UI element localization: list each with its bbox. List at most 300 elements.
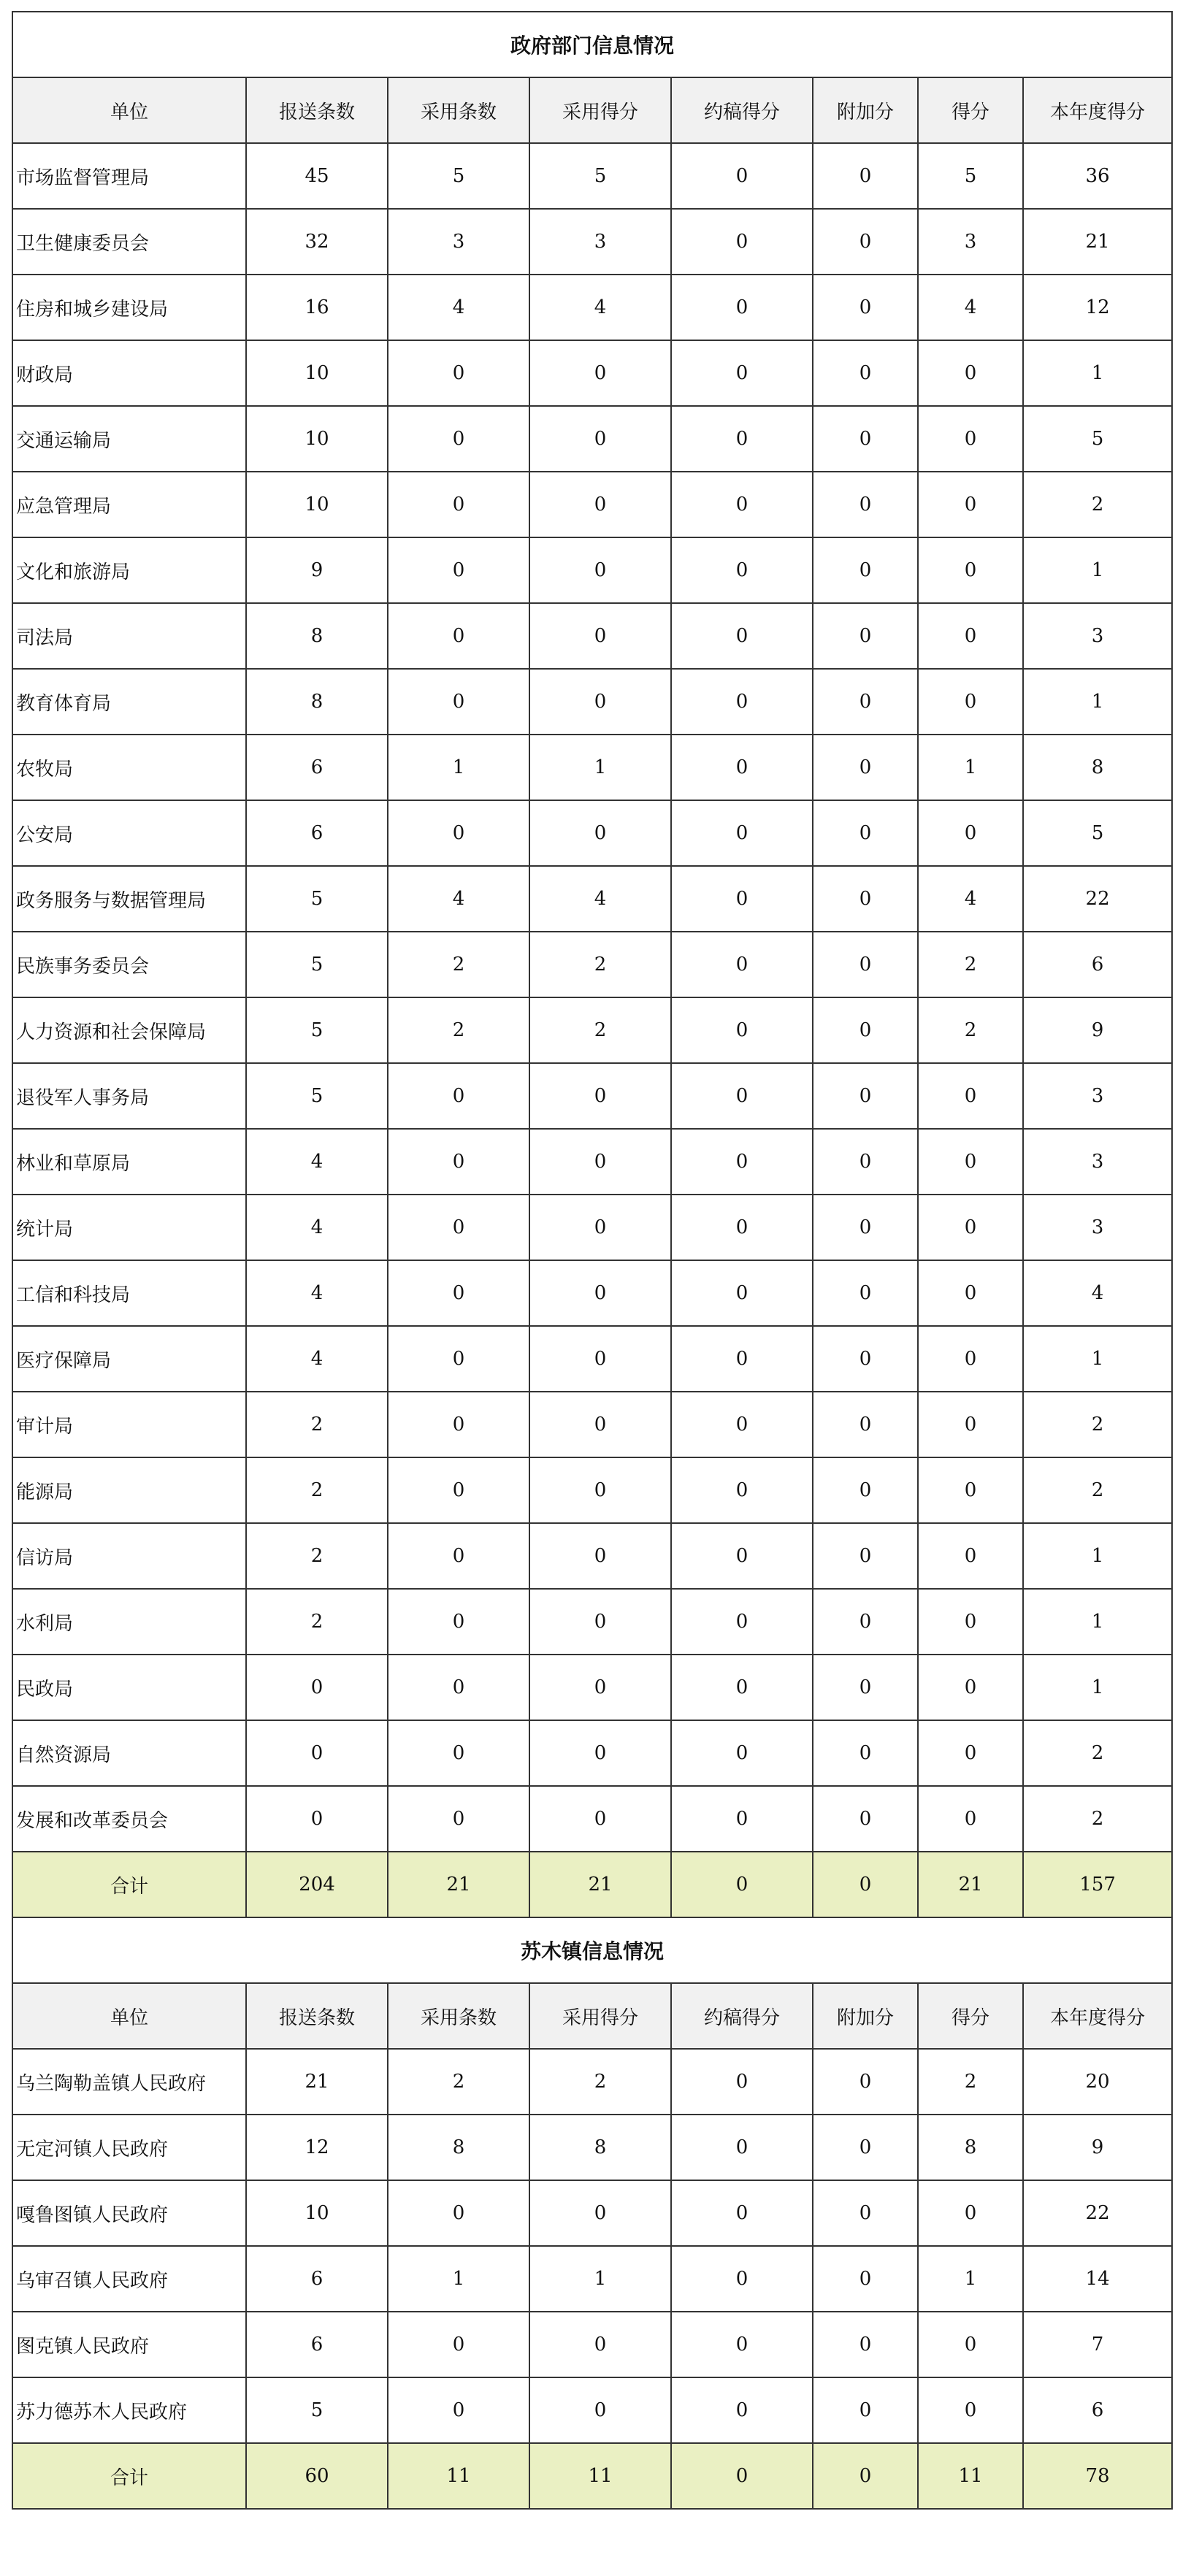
value-cell: 0 [671,932,813,997]
section-title: 苏木镇信息情况 [12,1917,1172,1983]
value-cell: 4 [246,1326,388,1392]
value-cell: 0 [671,1589,813,1655]
value-cell: 5 [1023,800,1172,866]
table-row [12,932,1172,997]
value-cell: 2 [1023,1392,1172,1457]
table-row [12,1260,1172,1326]
value-cell: 0 [918,1523,1023,1589]
value-cell: 0 [813,1655,918,1720]
value-cell: 1 [1023,537,1172,603]
unit-name-cell: 人力资源和社会保障局 [12,997,246,1063]
value-cell: 2 [246,1392,388,1457]
total-value: 21 [918,1852,1023,1917]
unit-name-cell: 医疗保障局 [12,1326,246,1392]
total-value: 204 [246,1852,388,1917]
value-cell: 1 [1023,1589,1172,1655]
value-cell: 0 [813,800,918,866]
value-cell: 0 [813,1260,918,1326]
column-header: 附加分 [813,77,918,143]
value-cell: 0 [529,1720,671,1786]
value-cell: 3 [529,209,671,275]
value-cell: 2 [246,1523,388,1589]
total-value: 21 [388,1852,529,1917]
section-title-row [12,12,1172,77]
value-cell: 1 [1023,1655,1172,1720]
value-cell: 0 [813,340,918,406]
value-cell: 3 [388,209,529,275]
total-value: 21 [529,1852,671,1917]
total-value: 78 [1023,2443,1172,2509]
value-cell: 5 [388,143,529,209]
value-cell: 0 [813,735,918,800]
value-cell: 9 [1023,997,1172,1063]
value-cell: 0 [388,2377,529,2443]
value-cell: 3 [1023,603,1172,669]
value-cell: 3 [918,209,1023,275]
value-cell: 10 [246,472,388,537]
unit-name-cell: 文化和旅游局 [12,537,246,603]
value-cell: 0 [529,1326,671,1392]
table-row [12,1392,1172,1457]
value-cell: 0 [671,209,813,275]
value-cell: 4 [529,866,671,932]
column-header: 报送条数 [246,77,388,143]
value-cell: 1 [529,735,671,800]
value-cell: 0 [813,1063,918,1129]
value-cell: 0 [813,1392,918,1457]
value-cell: 0 [529,472,671,537]
value-cell: 8 [529,2115,671,2180]
value-cell: 22 [1023,866,1172,932]
value-cell: 2 [246,1457,388,1523]
unit-name-cell: 公安局 [12,800,246,866]
value-cell: 0 [813,997,918,1063]
value-cell: 2 [388,932,529,997]
unit-name-cell: 自然资源局 [12,1720,246,1786]
section-title-row [12,1917,1172,1983]
table-row [12,2180,1172,2246]
table-row [12,997,1172,1063]
value-cell: 0 [529,1129,671,1195]
value-cell: 0 [671,143,813,209]
value-cell: 0 [813,2180,918,2246]
column-header-row [12,77,1172,143]
value-cell: 0 [388,2180,529,2246]
value-cell: 0 [671,866,813,932]
value-cell: 0 [246,1655,388,1720]
value-cell: 0 [388,406,529,472]
unit-name-cell: 退役军人事务局 [12,1063,246,1129]
value-cell: 4 [246,1195,388,1260]
table-row [12,603,1172,669]
value-cell: 3 [1023,1129,1172,1195]
value-cell: 0 [813,932,918,997]
value-cell: 2 [1023,1457,1172,1523]
unit-name-cell: 乌兰陶勒盖镇人民政府 [12,2049,246,2115]
value-cell: 4 [246,1129,388,1195]
value-cell: 0 [813,1786,918,1852]
value-cell: 0 [671,1260,813,1326]
value-cell: 5 [1023,406,1172,472]
value-cell: 0 [813,603,918,669]
value-cell: 0 [671,1655,813,1720]
value-cell: 0 [813,1326,918,1392]
unit-name-cell: 农牧局 [12,735,246,800]
unit-name-cell: 林业和草原局 [12,1129,246,1195]
value-cell: 0 [813,472,918,537]
value-cell: 0 [813,275,918,340]
value-cell: 0 [388,1260,529,1326]
value-cell: 0 [529,537,671,603]
table-row [12,406,1172,472]
value-cell: 0 [918,2180,1023,2246]
value-cell: 1 [388,2246,529,2312]
value-cell: 4 [388,866,529,932]
value-cell: 0 [388,340,529,406]
value-cell: 6 [1023,2377,1172,2443]
table-row [12,866,1172,932]
value-cell: 0 [918,1720,1023,1786]
value-cell: 0 [388,1195,529,1260]
table-row [12,2312,1172,2377]
unit-name-cell: 嘎鲁图镇人民政府 [12,2180,246,2246]
value-cell: 0 [918,1655,1023,1720]
value-cell: 36 [1023,143,1172,209]
value-cell: 8 [1023,735,1172,800]
value-cell: 5 [246,866,388,932]
value-cell: 0 [529,800,671,866]
value-cell: 0 [813,406,918,472]
table-row [12,2115,1172,2180]
value-cell: 2 [529,2049,671,2115]
value-cell: 1 [1023,669,1172,735]
total-value: 157 [1023,1852,1172,1917]
total-label: 合计 [12,2443,246,2509]
value-cell: 5 [246,932,388,997]
value-cell: 0 [813,1457,918,1523]
value-cell: 0 [671,735,813,800]
value-cell: 2 [1023,1786,1172,1852]
table-row [12,1786,1172,1852]
value-cell: 0 [671,2246,813,2312]
value-cell: 2 [388,997,529,1063]
value-cell: 10 [246,2180,388,2246]
table-row [12,2049,1172,2115]
value-cell: 0 [918,1589,1023,1655]
unit-name-cell: 能源局 [12,1457,246,1523]
value-cell: 0 [388,537,529,603]
value-cell: 0 [918,472,1023,537]
value-cell: 0 [671,472,813,537]
value-cell: 4 [918,275,1023,340]
value-cell: 4 [529,275,671,340]
value-cell: 0 [388,603,529,669]
value-cell: 0 [529,1063,671,1129]
value-cell: 0 [671,2049,813,2115]
unit-name-cell: 司法局 [12,603,246,669]
unit-name-cell: 审计局 [12,1392,246,1457]
value-cell: 0 [671,2180,813,2246]
value-cell: 2 [1023,472,1172,537]
total-value: 11 [388,2443,529,2509]
column-header: 采用得分 [529,1983,671,2049]
column-header: 约稿得分 [671,77,813,143]
value-cell: 0 [918,1195,1023,1260]
value-cell: 0 [918,340,1023,406]
unit-name-cell: 市场监督管理局 [12,143,246,209]
value-cell: 0 [813,143,918,209]
unit-name-cell: 发展和改革委员会 [12,1786,246,1852]
total-value: 0 [813,2443,918,2509]
table-row [12,1195,1172,1260]
value-cell: 0 [388,1392,529,1457]
value-cell: 0 [918,1392,1023,1457]
value-cell: 20 [1023,2049,1172,2115]
value-cell: 14 [1023,2246,1172,2312]
unit-name-cell: 民族事务委员会 [12,932,246,997]
value-cell: 0 [918,1326,1023,1392]
value-cell: 8 [246,603,388,669]
table-row [12,1129,1172,1195]
value-cell: 0 [388,2312,529,2377]
value-cell: 0 [813,2246,918,2312]
value-cell: 0 [671,1195,813,1260]
value-cell: 5 [246,1063,388,1129]
table-row [12,800,1172,866]
table-row [12,1589,1172,1655]
value-cell: 0 [388,1063,529,1129]
section-title: 政府部门信息情况 [12,12,1172,77]
table-row [12,1326,1172,1392]
column-header: 单位 [12,77,246,143]
value-cell: 0 [529,2377,671,2443]
value-cell: 8 [918,2115,1023,2180]
unit-name-cell: 住房和城乡建设局 [12,275,246,340]
value-cell: 0 [529,1589,671,1655]
value-cell: 0 [671,603,813,669]
value-cell: 12 [1023,275,1172,340]
value-cell: 0 [529,340,671,406]
value-cell: 2 [246,1589,388,1655]
table-row [12,1720,1172,1786]
value-cell: 0 [671,1129,813,1195]
total-value: 60 [246,2443,388,2509]
value-cell: 6 [246,2312,388,2377]
table-row [12,2246,1172,2312]
unit-name-cell: 统计局 [12,1195,246,1260]
value-cell: 0 [813,1589,918,1655]
column-header: 本年度得分 [1023,77,1172,143]
table-row [12,735,1172,800]
value-cell: 0 [813,1720,918,1786]
unit-name-cell: 乌审召镇人民政府 [12,2246,246,2312]
value-cell: 1 [529,2246,671,2312]
column-header: 采用条数 [388,77,529,143]
value-cell: 0 [813,1129,918,1195]
value-cell: 0 [671,537,813,603]
value-cell: 10 [246,340,388,406]
value-cell: 0 [388,669,529,735]
value-cell: 0 [671,275,813,340]
column-header: 采用条数 [388,1983,529,2049]
value-cell: 0 [388,1129,529,1195]
column-header: 单位 [12,1983,246,2049]
value-cell: 0 [671,2377,813,2443]
total-value: 11 [529,2443,671,2509]
column-header: 本年度得分 [1023,1983,1172,2049]
value-cell: 5 [246,2377,388,2443]
unit-name-cell: 工信和科技局 [12,1260,246,1326]
value-cell: 0 [529,2180,671,2246]
value-cell: 0 [671,997,813,1063]
value-cell: 32 [246,209,388,275]
value-cell: 0 [813,2377,918,2443]
column-header: 报送条数 [246,1983,388,2049]
value-cell: 0 [671,669,813,735]
score-sheet [12,11,1171,2510]
value-cell: 6 [246,2246,388,2312]
value-cell: 0 [671,2312,813,2377]
value-cell: 0 [529,1457,671,1523]
table-row [12,669,1172,735]
value-cell: 0 [529,1195,671,1260]
value-cell: 0 [918,1063,1023,1129]
value-cell: 6 [1023,932,1172,997]
total-value: 0 [813,1852,918,1917]
value-cell: 0 [529,603,671,669]
value-cell: 0 [671,406,813,472]
value-cell: 0 [246,1720,388,1786]
total-row [12,1852,1172,1917]
value-cell: 12 [246,2115,388,2180]
value-cell: 0 [918,406,1023,472]
value-cell: 0 [813,866,918,932]
value-cell: 8 [388,2115,529,2180]
column-header-row [12,1983,1172,2049]
value-cell: 2 [918,997,1023,1063]
value-cell: 0 [671,800,813,866]
value-cell: 0 [813,1523,918,1589]
value-cell: 0 [529,2312,671,2377]
table-row [12,1655,1172,1720]
table-row [12,275,1172,340]
value-cell: 4 [1023,1260,1172,1326]
total-label: 合计 [12,1852,246,1917]
unit-name-cell: 图克镇人民政府 [12,2312,246,2377]
value-cell: 9 [1023,2115,1172,2180]
value-cell: 4 [388,275,529,340]
value-cell: 0 [246,1786,388,1852]
value-cell: 1 [918,2246,1023,2312]
value-cell: 21 [246,2049,388,2115]
value-cell: 0 [671,1457,813,1523]
value-cell: 2 [388,2049,529,2115]
score-table [12,11,1173,2510]
unit-name-cell: 交通运输局 [12,406,246,472]
table-row [12,472,1172,537]
unit-name-cell: 应急管理局 [12,472,246,537]
value-cell: 0 [529,1655,671,1720]
table-row [12,1457,1172,1523]
value-cell: 0 [529,406,671,472]
value-cell: 0 [671,1523,813,1589]
value-cell: 9 [246,537,388,603]
value-cell: 2 [918,2049,1023,2115]
value-cell: 5 [529,143,671,209]
value-cell: 0 [918,1457,1023,1523]
value-cell: 5 [918,143,1023,209]
value-cell: 1 [1023,1523,1172,1589]
value-cell: 0 [671,1326,813,1392]
value-cell: 0 [388,1720,529,1786]
value-cell: 1 [1023,1326,1172,1392]
value-cell: 2 [529,932,671,997]
table-row [12,2377,1172,2443]
value-cell: 0 [813,1195,918,1260]
value-cell: 0 [918,2312,1023,2377]
value-cell: 0 [671,1720,813,1786]
value-cell: 0 [671,2115,813,2180]
value-cell: 0 [813,209,918,275]
column-header: 采用得分 [529,77,671,143]
value-cell: 0 [918,800,1023,866]
value-cell: 0 [813,537,918,603]
value-cell: 10 [246,406,388,472]
table-row [12,209,1172,275]
value-cell: 0 [918,537,1023,603]
value-cell: 7 [1023,2312,1172,2377]
value-cell: 0 [388,1655,529,1720]
value-cell: 0 [813,669,918,735]
column-header: 约稿得分 [671,1983,813,2049]
value-cell: 0 [388,1786,529,1852]
total-value: 0 [671,2443,813,2509]
unit-name-cell: 信访局 [12,1523,246,1589]
value-cell: 0 [529,669,671,735]
value-cell: 0 [918,1786,1023,1852]
value-cell: 0 [388,1326,529,1392]
column-header: 得分 [918,1983,1023,2049]
value-cell: 0 [813,2049,918,2115]
value-cell: 16 [246,275,388,340]
unit-name-cell: 卫生健康委员会 [12,209,246,275]
unit-name-cell: 财政局 [12,340,246,406]
value-cell: 0 [529,1786,671,1852]
value-cell: 6 [246,800,388,866]
unit-name-cell: 教育体育局 [12,669,246,735]
value-cell: 4 [918,866,1023,932]
table-row [12,143,1172,209]
value-cell: 1 [918,735,1023,800]
value-cell: 1 [388,735,529,800]
value-cell: 21 [1023,209,1172,275]
value-cell: 0 [918,603,1023,669]
value-cell: 0 [388,1589,529,1655]
value-cell: 2 [918,932,1023,997]
value-cell: 0 [388,800,529,866]
value-cell: 0 [388,1457,529,1523]
value-cell: 2 [529,997,671,1063]
value-cell: 0 [671,340,813,406]
column-header: 得分 [918,77,1023,143]
value-cell: 0 [529,1392,671,1457]
table-row [12,340,1172,406]
table-row [12,1063,1172,1129]
value-cell: 6 [246,735,388,800]
total-value: 11 [918,2443,1023,2509]
unit-name-cell: 水利局 [12,1589,246,1655]
value-cell: 4 [246,1260,388,1326]
